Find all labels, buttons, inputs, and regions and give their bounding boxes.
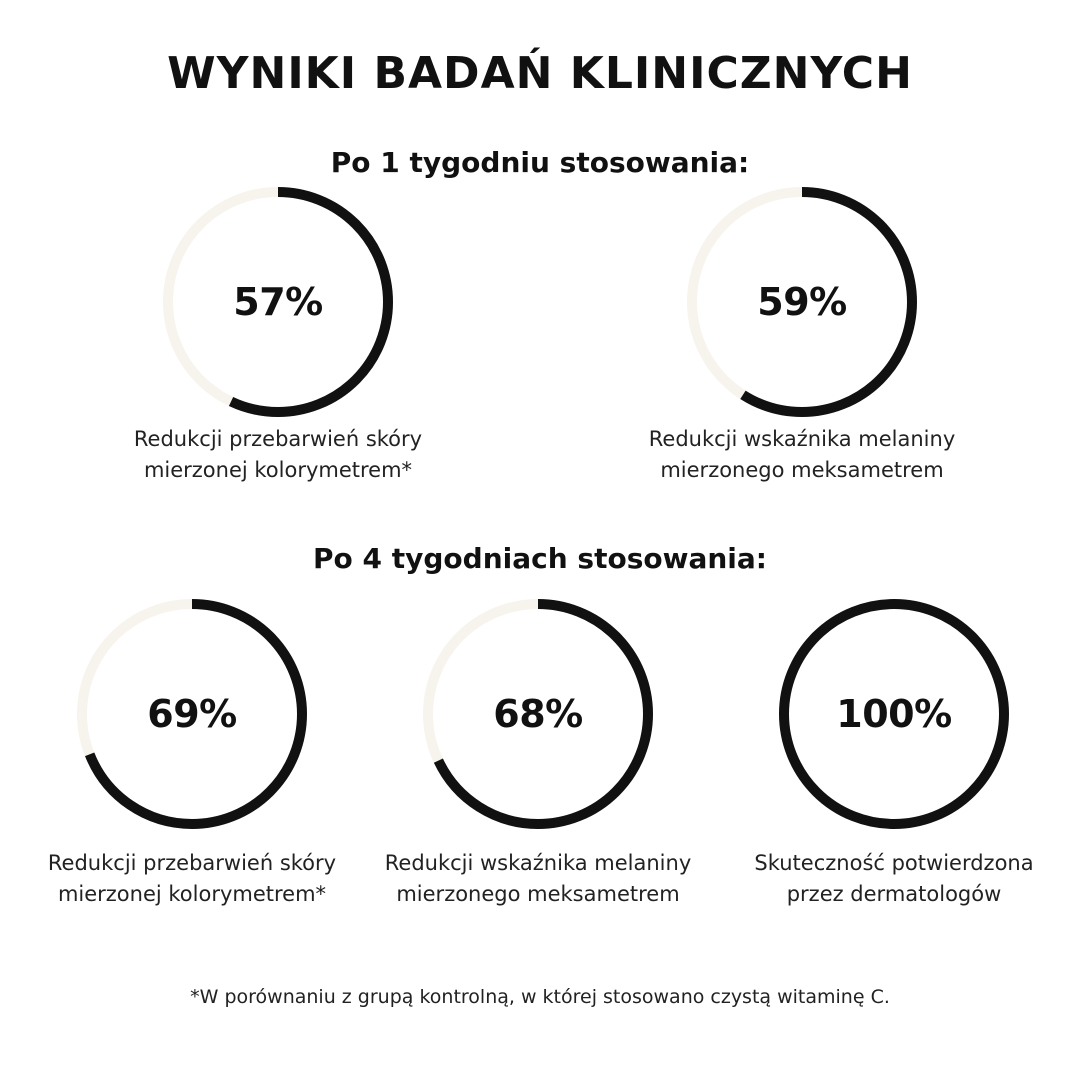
- page-title: WYNIKI BADAŃ KLINICZNYCH: [167, 48, 913, 99]
- caption-line: Redukcji przebarwień skóry: [47, 851, 337, 875]
- progress-ring: [686, 186, 918, 418]
- caption-line: Redukcji przebarwień skóry: [133, 427, 423, 451]
- caption: [714, 848, 1074, 910]
- caption: [98, 424, 458, 486]
- ring-value: 59%: [757, 280, 847, 324]
- ring-value: 100%: [836, 692, 952, 736]
- caption-line: Skuteczność potwierdzona: [754, 851, 1034, 875]
- caption: [622, 424, 982, 486]
- ring-value: 69%: [147, 692, 237, 736]
- progress-ring: [422, 598, 654, 830]
- progress-ring: [778, 598, 1010, 830]
- caption: [12, 848, 372, 910]
- footnote: *W porównaniu z grupą kontrolną, w której stosowano czystą witaminę C.: [190, 986, 890, 1008]
- ring-value: 68%: [493, 692, 583, 736]
- caption-line: Redukcji wskaźnika melaniny: [648, 427, 956, 451]
- ring-value: 57%: [233, 280, 323, 324]
- caption: [358, 848, 718, 910]
- caption-line: mierzonego meksametrem: [396, 882, 680, 906]
- section-title-week-4: Po 4 tygodniach stosowania:: [313, 542, 767, 575]
- caption-line: przez dermatologów: [786, 882, 1002, 906]
- progress-ring: [162, 186, 394, 418]
- caption-line: mierzonego meksametrem: [660, 458, 944, 482]
- caption-line: Redukcji wskaźnika melaniny: [384, 851, 692, 875]
- progress-ring: [76, 598, 308, 830]
- caption-line: mierzonej kolorymetrem*: [143, 458, 413, 482]
- caption-line: mierzonej kolorymetrem*: [57, 882, 327, 906]
- section-title-week-1: Po 1 tygodniu stosowania:: [330, 146, 750, 179]
